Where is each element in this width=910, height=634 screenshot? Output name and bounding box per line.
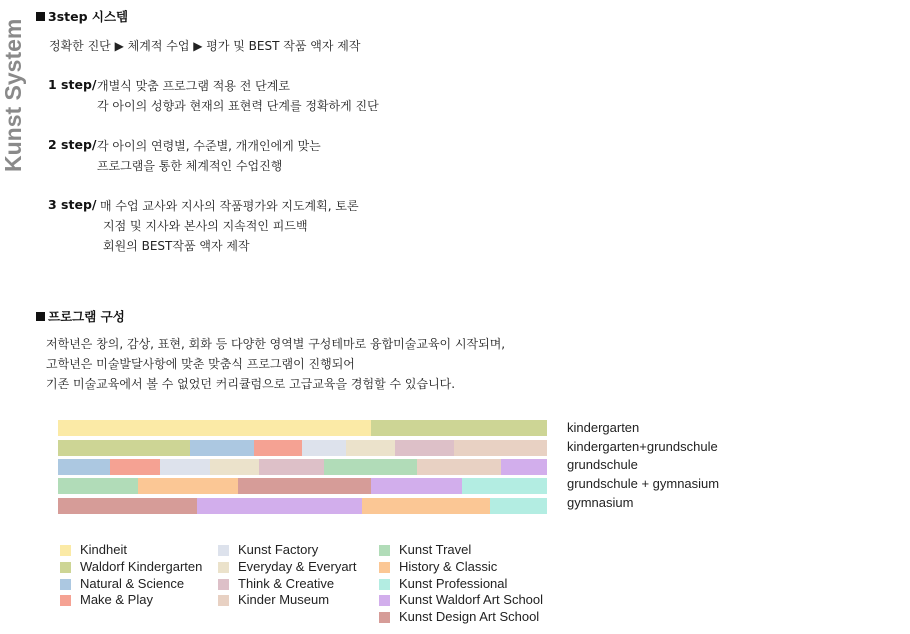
program-bar-segment [138,478,238,494]
program-bar-row [58,440,547,456]
legend-label: Natural & Science [80,576,185,591]
program-bar-row [58,420,547,436]
program-bar-segment [160,459,210,475]
program-bar-segment [58,420,371,436]
program-bar-segment [58,440,190,456]
legend-swatch [379,545,390,556]
step3-label: 3 step/ [48,197,97,212]
step3-line3: 회원의 BEST작품 액자 제작 [103,239,250,253]
program-bar-segment [501,459,547,475]
program-bar-segment [190,440,254,456]
program-bar-segment [197,498,362,514]
bar-row-label: grundschule + gymnasium [567,476,720,491]
program-bar-segment [490,498,547,514]
program-bar-segment [58,478,138,494]
section2-title: 프로그램 구성 [48,309,125,324]
step2-line1: 각 아이의 연령별, 수준별, 개개인에게 맞는 [97,139,321,153]
program-bar-row [58,459,547,475]
section1-heading [36,7,128,25]
program-bar-segment [58,459,110,475]
legend-label: Kunst Travel [399,542,472,557]
legend-label: Kunst Factory [238,542,319,557]
legend-label: Kunst Professional [399,576,508,591]
system-flow: 정확한 진단 ▶ 체계적 수업 ▶ 평가 및 BEST 작품 액자 제작 [49,39,361,53]
step1-line1: 개별식 맞춤 프로그램 적용 전 단계로 [97,79,290,93]
side-title: Kunst System [0,18,26,172]
step2-label: 2 step/ [48,137,97,152]
program-bar-segment [58,498,197,514]
legend-swatch [379,562,390,573]
program-bar-segment [371,420,547,436]
legend-label: Kunst Waldorf Art School [399,592,544,607]
legend-label: Everyday & Everyart [238,559,357,574]
step1-line2: 각 아이의 성향과 현재의 표현력 단계를 정확하게 진단 [97,99,379,113]
section1-title: 3step 시스템 [48,9,129,24]
legend-swatch [379,579,390,590]
program-bar-row [58,478,547,494]
program-bar-segment [417,459,501,475]
program-bar-segment [254,440,302,456]
program-bar-segment [462,478,547,494]
program-bar-row [58,498,547,514]
step3-line2: 지점 및 지사와 본사의 지속적인 피드백 [103,219,308,233]
program-desc-line3: 기존 미술교육에서 볼 수 없었던 커리큘럼으로 고급교육을 경험할 수 있습니다. [46,377,456,391]
legend-swatch [60,595,71,606]
legend-label: Make & Play [80,592,153,607]
legend-swatch [60,562,71,573]
program-bar-segment [210,459,260,475]
legend-label: Waldorf Kindergarten [80,559,203,574]
legend-label: Kunst Design Art School [399,609,540,624]
program-bar-segment [238,478,371,494]
legend-swatch [379,595,390,606]
section2-heading [36,307,125,325]
step2-line2: 프로그램을 통한 체계적인 수업진행 [97,159,283,173]
program-bar-segment [395,440,454,456]
bar-row-label: grundschule [567,457,638,472]
program-bar-segment [454,440,547,456]
legend-label: Kinder Museum [238,592,330,607]
legend-swatch [218,562,229,573]
legend-label: History & Classic [399,559,498,574]
step1-label: 1 step/ [48,77,97,92]
program-bar-segment [324,459,416,475]
program-desc-line2: 고학년은 미술발달사항에 맞춘 맞춤식 프로그램이 진행되어 [46,357,355,371]
legend-swatch [218,579,229,590]
legend-swatch [218,545,229,556]
square-bullet-icon [36,12,45,21]
bar-row-label: kindergarten+grundschule [567,439,718,454]
legend-label: Think & Creative [238,576,335,591]
program-desc-line1: 저학년은 창의, 감상, 표현, 회화 등 다양한 영역별 구성테마로 융합미술교육이 시작되며, [46,337,506,351]
bar-row-label: kindergarten [567,420,640,435]
program-bar-segment [362,498,490,514]
legend-swatch [60,545,71,556]
program-bar-segment [259,459,324,475]
program-bar-segment [110,459,160,475]
bar-row-label: gymnasium [567,495,634,510]
legend-label: Kindheit [80,542,127,557]
step3-line1: 매 수업 교사와 지사의 작품평가와 지도계획, 토론 [100,199,359,213]
legend-swatch [379,612,390,623]
program-bar-segment [302,440,346,456]
legend-swatch [218,595,229,606]
square-bullet-icon [36,312,45,321]
program-bar-segment [371,478,462,494]
legend-swatch [60,579,71,590]
program-bar-segment [346,440,396,456]
